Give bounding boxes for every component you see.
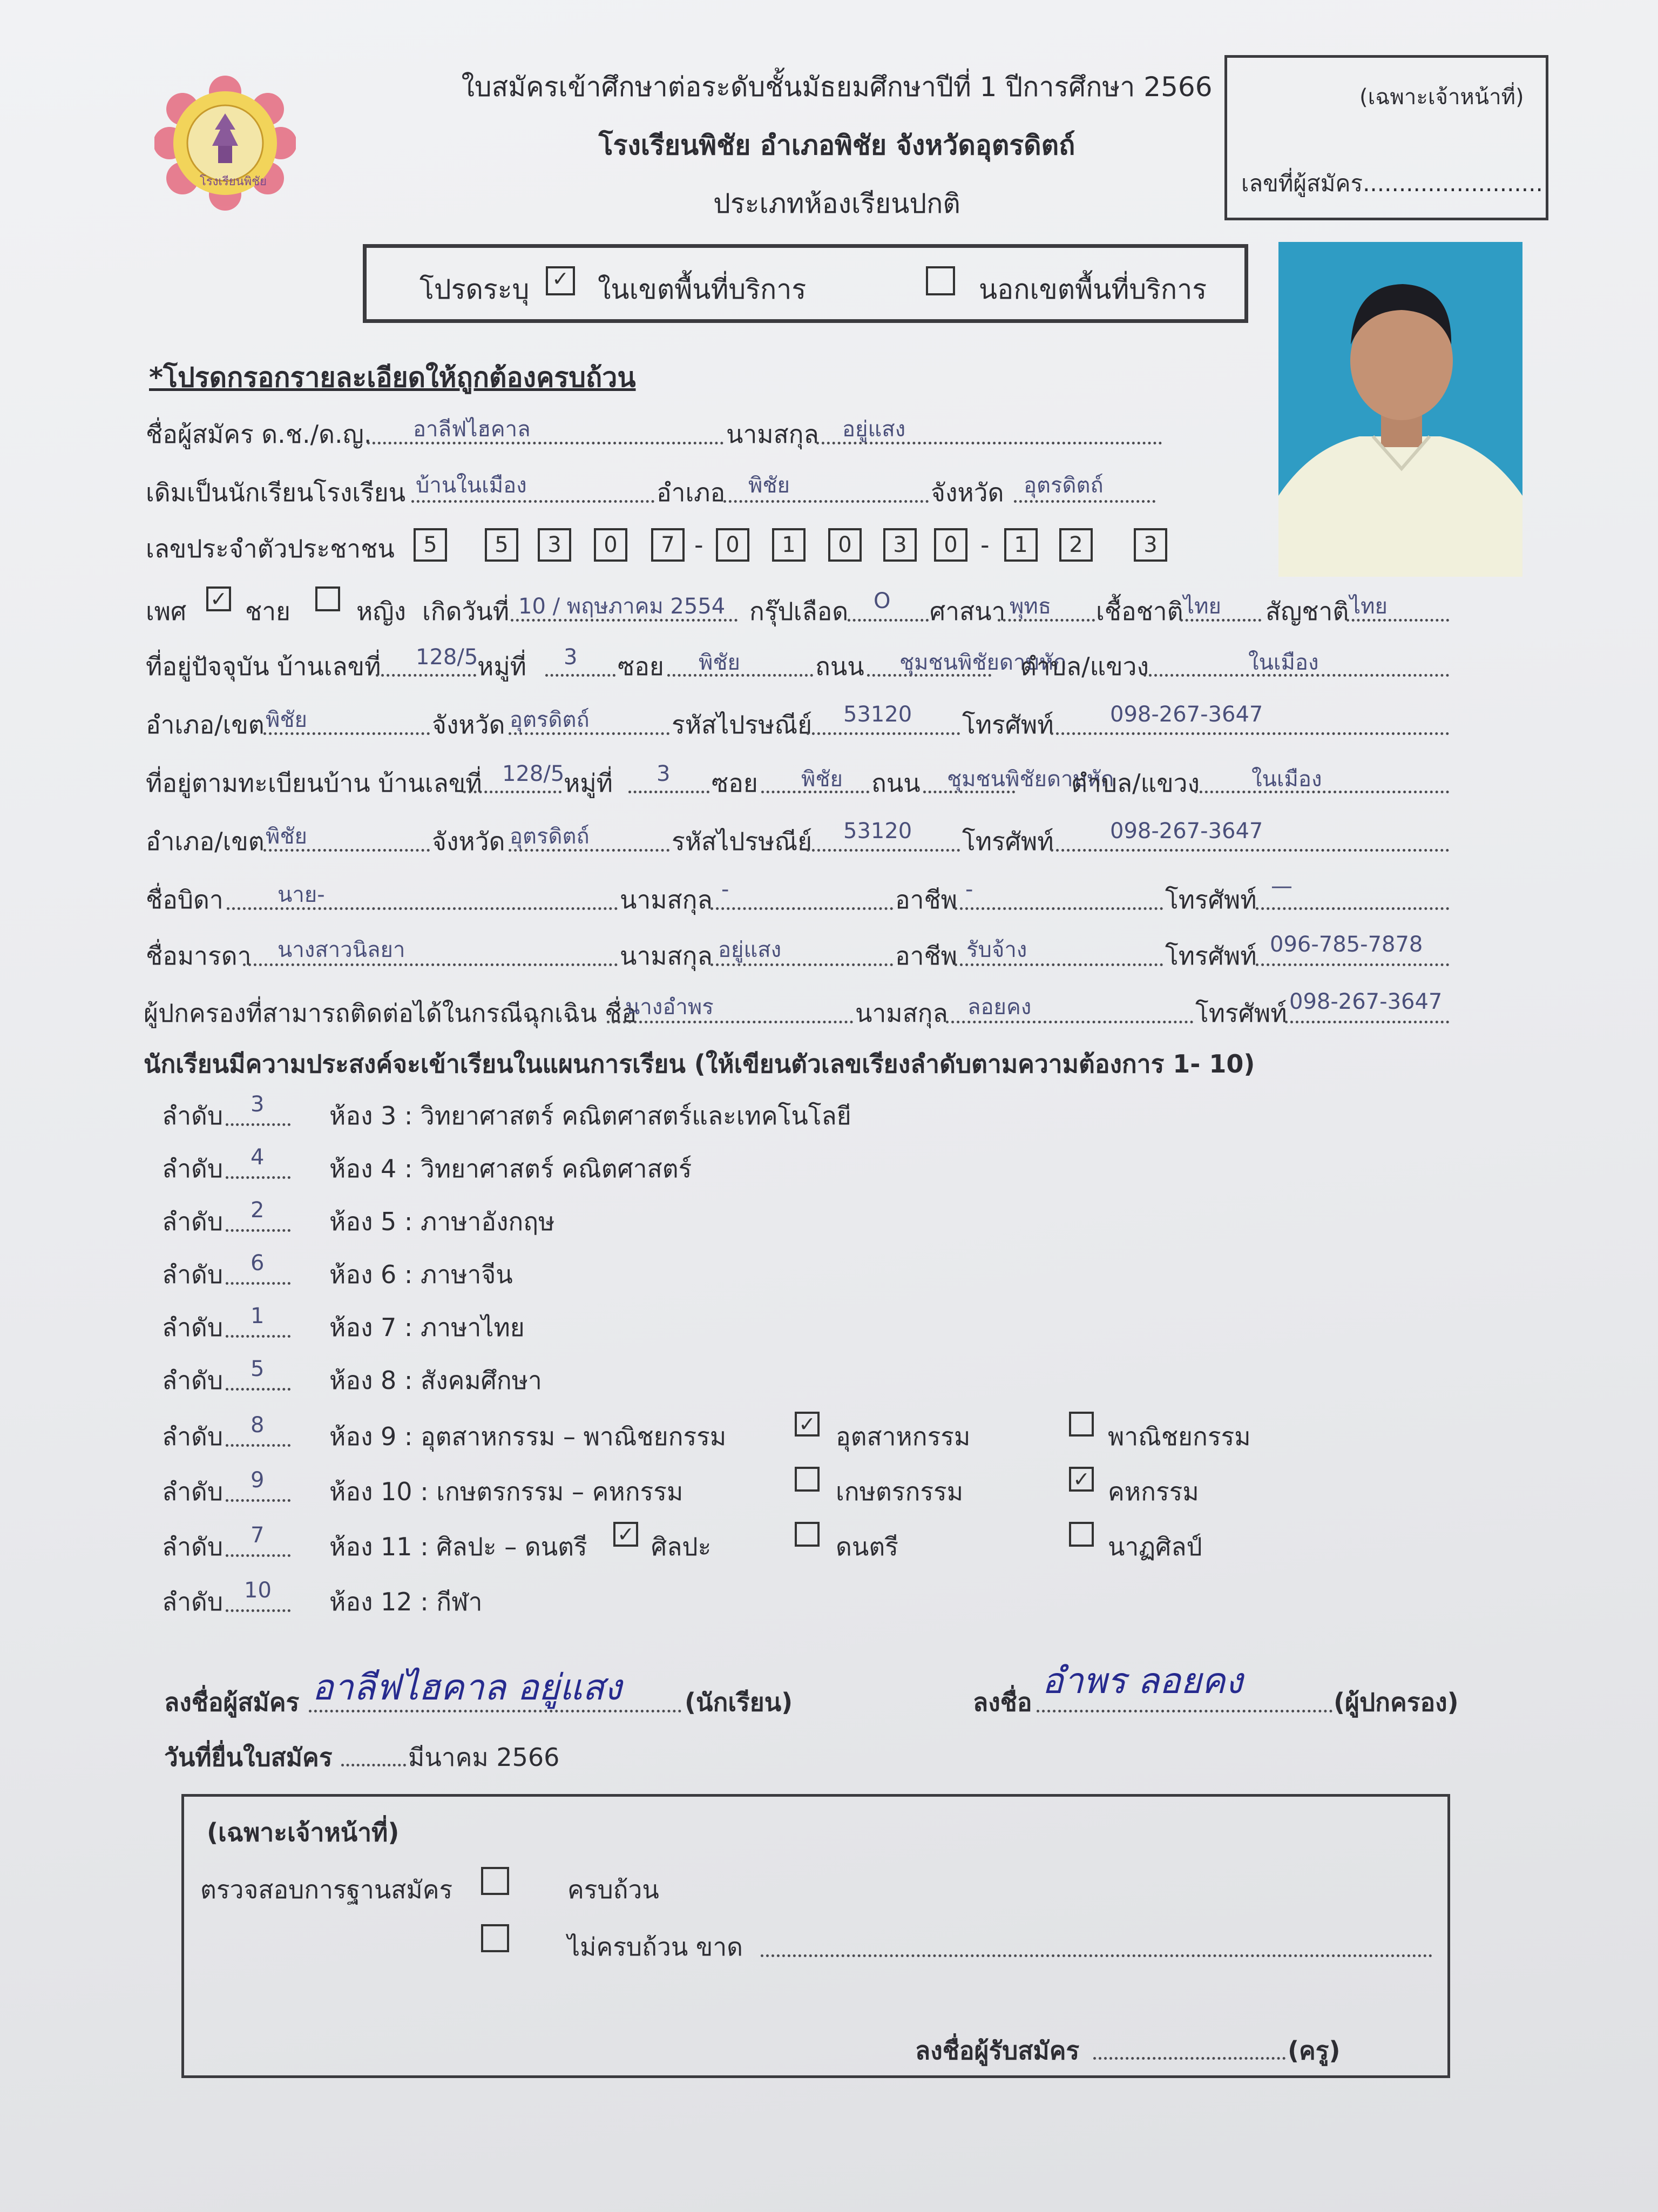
- registered-moo-label: หมู่ที่: [564, 768, 613, 798]
- id-digit[interactable]: 3: [883, 528, 917, 562]
- mother-job-value[interactable]: รับจ้าง: [966, 938, 1027, 962]
- room-label: ห้อง 9 : อุตสาหกรรม – พาณิชยกรรม: [329, 1422, 727, 1451]
- id-digit[interactable]: 5: [414, 528, 447, 562]
- form-title: ใบสมัครเข้าศึกษาต่อระดับชั้นมัธยมศึกษาปีที่ 1 ปีการศึกษา 2566: [461, 71, 1213, 103]
- rank-label: ลำดับ: [162, 1477, 224, 1506]
- id-digit[interactable]: 0: [594, 528, 627, 562]
- race-value[interactable]: ไทย: [1183, 594, 1221, 619]
- current-road-label: ถนน: [815, 652, 864, 681]
- current-soi-label: ซอย: [618, 652, 664, 681]
- current-province-label: จังหวัด: [432, 710, 505, 739]
- rank-value[interactable]: 7: [251, 1523, 265, 1548]
- guardian-role-label: (ผู้ปกครอง): [1334, 1688, 1459, 1717]
- father-job-label: อาชีพ: [895, 885, 957, 914]
- applicant-number-field[interactable]: เลขที่ผู้สมัคร.........................: [1241, 170, 1543, 197]
- surname-label: นามสกุล: [726, 420, 819, 449]
- rank-value[interactable]: 6: [251, 1251, 265, 1276]
- sex-label: เพศ: [146, 597, 187, 626]
- mother-job-label: อาชีพ: [895, 941, 957, 970]
- logo-text: โรงเรียนพิชัย: [200, 175, 267, 188]
- registered-road-value[interactable]: ชุมชนพิชัยดาบหัก: [947, 767, 1114, 792]
- registered-address-label: ที่อยู่ตามทะเบียนบ้าน บ้านเลขที่: [146, 768, 482, 798]
- prev-province-label: จังหวัด: [931, 478, 1004, 507]
- industry-checkbox[interactable]: ✓: [795, 1412, 820, 1437]
- guardian-surname-value[interactable]: ลอยคง: [967, 995, 1032, 1020]
- room-label: ห้อง 12 : กีฬา: [329, 1587, 483, 1616]
- commerce-checkbox[interactable]: [1069, 1412, 1094, 1437]
- officer-title: (เฉพาะเจ้าหน้าที่): [207, 1818, 400, 1847]
- home-economics-label: คหกรรม: [1108, 1477, 1199, 1506]
- applicant-signature[interactable]: อาลีฟไฮคาล อยู่แสง: [312, 1667, 622, 1708]
- prev-school-value[interactable]: บ้านในเมือง: [416, 473, 527, 498]
- applicant-photo: [1278, 242, 1522, 577]
- registered-province-value[interactable]: อุตรดิตถ์: [510, 824, 590, 849]
- rank-line: [226, 1444, 290, 1447]
- father-job-value[interactable]: -: [965, 877, 973, 902]
- guardian-phone-line: [1285, 1021, 1449, 1023]
- registered-soi-value[interactable]: พิชัย: [801, 767, 843, 792]
- current-house-value[interactable]: 128/5: [416, 645, 478, 670]
- registered-subdistrict-value[interactable]: ในเมือง: [1251, 767, 1322, 792]
- rank-line: [226, 1609, 290, 1612]
- id-digit[interactable]: 1: [1004, 528, 1038, 562]
- art-checkbox[interactable]: ✓: [613, 1522, 638, 1547]
- art-label: ศิลปะ: [651, 1532, 712, 1561]
- incomplete-detail-line: [761, 1954, 1432, 1957]
- father-phone-label: โทรศัพท์: [1165, 885, 1257, 914]
- registered-soi-label: ซอย: [712, 768, 758, 798]
- rank-label: ลำดับ: [162, 1313, 224, 1342]
- room-label: ห้อง 7 : ภาษาไทย: [329, 1313, 525, 1342]
- id-digit[interactable]: 3: [538, 528, 571, 562]
- incomplete-label: ไม่ครบถ้วน ขาด: [567, 1932, 743, 1961]
- dance-label: นาฏศิลป์: [1108, 1532, 1202, 1561]
- instruction-text: *โปรดกรอกรายละเอียดให้ถูกต้องครบถ้วน: [149, 362, 636, 393]
- classroom-type: ประเภทห้องเรียนปกติ: [713, 188, 960, 219]
- room-label: ห้อง 5 : ภาษาอังกฤษ: [329, 1207, 555, 1236]
- current-phone-line: [1051, 732, 1449, 735]
- out-area-checkbox[interactable]: [926, 266, 955, 295]
- rank-line: [226, 1388, 290, 1391]
- officer-number-box: [1224, 55, 1548, 220]
- father-phone-value[interactable]: —: [1271, 874, 1292, 899]
- current-zip-value[interactable]: 53120: [843, 702, 912, 727]
- current-subdistrict-value[interactable]: ในเมือง: [1248, 650, 1319, 675]
- father-surname-value[interactable]: -: [721, 877, 729, 902]
- guardian-name-value[interactable]: นางอำพร: [625, 995, 714, 1020]
- race-label: เชื้อชาติ: [1096, 597, 1183, 626]
- registered-road-label: ถนน: [871, 768, 921, 798]
- rank-value[interactable]: 8: [251, 1413, 265, 1438]
- incomplete-checkbox[interactable]: [481, 1924, 509, 1952]
- birth-label: เกิดวันที่: [422, 597, 510, 626]
- father-surname-label: นามสกุล: [620, 885, 713, 914]
- registered-district-value[interactable]: พิชัย: [266, 824, 307, 849]
- id-dash: -: [694, 530, 703, 559]
- id-digit[interactable]: 0: [934, 528, 967, 562]
- id-digit[interactable]: 2: [1059, 528, 1093, 562]
- guardian-signature-line: [1037, 1710, 1332, 1712]
- guardian-phone-label: โทรศัพท์: [1195, 999, 1287, 1028]
- room-label: ห้อง 6 : ภาษาจีน: [329, 1260, 513, 1289]
- mother-phone-value[interactable]: 096-785-7878: [1270, 932, 1423, 957]
- prev-province-value[interactable]: อุตรดิตถ์: [1024, 473, 1104, 498]
- current-zip-line: [807, 732, 960, 735]
- area-label: โปรดระบุ: [419, 274, 530, 305]
- registered-phone-line: [1051, 849, 1449, 852]
- room-label: ห้อง 8 : สังคมศึกษา: [329, 1366, 542, 1395]
- nationality-label: สัญชาติ: [1266, 597, 1349, 626]
- mother-phone-line: [1256, 963, 1449, 966]
- id-dash: -: [980, 530, 990, 559]
- mother-phone-label: โทรศัพท์: [1165, 941, 1257, 970]
- guardian-signature[interactable]: อำพร ลอยคง: [1042, 1660, 1243, 1702]
- rank-label: ลำดับ: [162, 1101, 224, 1130]
- registered-zip-label: รหัสไปรษณีย์: [672, 827, 813, 856]
- teacher-label: (ครู): [1288, 2036, 1341, 2065]
- rank-line: [226, 1499, 290, 1502]
- current-moo-value[interactable]: 3: [564, 645, 578, 670]
- rank-label: ลำดับ: [162, 1587, 224, 1616]
- current-district-value[interactable]: พิชัย: [266, 707, 307, 732]
- father-name-value[interactable]: นาย-: [278, 882, 325, 907]
- prev-district-value[interactable]: พิชัย: [748, 473, 790, 498]
- rank-label: ลำดับ: [162, 1366, 224, 1395]
- male-label: ชาย: [245, 597, 291, 626]
- blood-label: กรุ๊ปเลือด: [749, 597, 849, 626]
- rank-value[interactable]: 5: [251, 1357, 265, 1381]
- rank-label: ลำดับ: [162, 1422, 224, 1451]
- registered-moo-value[interactable]: 3: [657, 761, 671, 786]
- officer-check-label: ตรวจสอบการฐานสมัคร: [200, 1875, 453, 1904]
- guardian-label: ผู้ปกครองที่สามารถติดต่อได้ในกรณีฉุกเฉิน ชื่อ: [144, 999, 637, 1028]
- registered-moo-line: [628, 791, 709, 793]
- registered-province-label: จังหวัด: [432, 827, 505, 856]
- current-district-label: อำเภอ/เขต: [146, 710, 265, 739]
- in-area-checkbox[interactable]: ✓: [546, 266, 575, 295]
- guardian-signature-label: ลงชื่อ: [973, 1688, 1032, 1717]
- dance-checkbox[interactable]: [1069, 1522, 1094, 1547]
- current-phone-label: โทรศัพท์: [962, 710, 1054, 739]
- officer-section: [181, 1794, 1450, 2078]
- applicant-signature-label: ลงชื่อผู้สมัคร: [164, 1688, 300, 1717]
- id-label: เลขประจำตัวประชาชน: [146, 534, 395, 563]
- complete-label: ครบถ้วน: [567, 1875, 659, 1904]
- id-digit[interactable]: 0: [828, 528, 862, 562]
- father-job-line: [955, 907, 1163, 910]
- current-province-value[interactable]: อุตรดิตถ์: [510, 707, 590, 732]
- religion-label: ศาสนา: [930, 597, 1006, 626]
- rank-line: [226, 1123, 290, 1126]
- female-checkbox[interactable]: [315, 586, 340, 611]
- date-value[interactable]: มีนาคม 2566: [408, 1743, 560, 1772]
- id-digit[interactable]: 0: [716, 528, 749, 562]
- rank-label: ลำดับ: [162, 1260, 224, 1289]
- current-subdistrict-label: ตำบล/แขวง: [1020, 652, 1149, 681]
- rank-line: [226, 1229, 290, 1232]
- rank-line: [226, 1176, 290, 1179]
- mother-label: ชื่อมารดา: [146, 941, 252, 970]
- room-label: ห้อง 4 : วิทยาศาสตร์ คณิตศาสตร์: [329, 1154, 692, 1183]
- registered-zip-line: [807, 849, 960, 852]
- plans-heading: นักเรียนมีความประสงค์จะเข้าเรียนในแผนการเรียน (ให้เขียนตัวเลขเรียงลำดับตามความต้องการ 1- 10): [144, 1049, 1255, 1078]
- prev-school-label: เดิมเป็นนักเรียนโรงเรียน: [146, 478, 406, 507]
- rank-line: [226, 1554, 290, 1557]
- rank-label: ลำดับ: [162, 1532, 224, 1561]
- receiver-label: ลงชื่อผู้รับสมัคร: [915, 2036, 1080, 2065]
- out-area-label: นอกเขตพื้นที่บริการ: [979, 274, 1207, 305]
- music-checkbox[interactable]: [795, 1522, 820, 1547]
- school-logo: [154, 76, 296, 211]
- father-surname-line: [710, 907, 893, 910]
- agriculture-checkbox[interactable]: [795, 1467, 820, 1492]
- current-road-value[interactable]: ชุมชนพิชัยดาบหัก: [899, 650, 1067, 675]
- registered-house-value[interactable]: 128/5: [502, 761, 565, 786]
- rank-value[interactable]: 10: [244, 1578, 272, 1603]
- current-soi-value[interactable]: พิชัย: [699, 650, 740, 675]
- student-label: (นักเรียน): [685, 1688, 793, 1717]
- rank-value[interactable]: 4: [251, 1145, 265, 1170]
- current-address-label: ที่อยู่ปัจจุบัน บ้านเลขที่: [146, 652, 381, 681]
- date-line: [341, 1764, 406, 1766]
- id-digit[interactable]: 7: [651, 528, 685, 562]
- mother-surname-label: นามสกุล: [620, 941, 713, 970]
- registered-phone-label: โทรศัพท์: [962, 827, 1054, 856]
- rank-label: ลำดับ: [162, 1207, 224, 1236]
- officer-only-label: (เฉพาะเจ้าหน้าที่): [1359, 85, 1524, 110]
- receiver-line: [1093, 2057, 1285, 2060]
- mother-surname-value[interactable]: อยู่แสง: [718, 938, 782, 962]
- commerce-label: พาณิชยกรรม: [1108, 1422, 1251, 1451]
- guardian-phone-value[interactable]: 098-267-3647: [1289, 989, 1443, 1014]
- registered-zip-value[interactable]: 53120: [843, 819, 912, 844]
- room-label: ห้อง 10 : เกษตรกรรม – คหกรรม: [329, 1477, 683, 1506]
- current-zip-label: รหัสไปรษณีย์: [672, 710, 813, 739]
- industry-label: อุตสาหกรรม: [836, 1422, 971, 1451]
- blood-value[interactable]: O: [874, 589, 891, 613]
- female-label: หญิง: [356, 597, 406, 626]
- id-digit[interactable]: 3: [1134, 528, 1167, 562]
- mother-name-value[interactable]: นางสาวนิลยา: [278, 938, 405, 962]
- birth-value[interactable]: 10 / พฤษภาคม 2554: [518, 594, 726, 619]
- prev-district-label: อำเภอ: [657, 478, 726, 507]
- religion-value[interactable]: พุทธ: [1010, 594, 1052, 619]
- agriculture-label: เกษตรกรรม: [836, 1477, 964, 1506]
- rank-value[interactable]: 1: [251, 1304, 265, 1328]
- current-phone-value[interactable]: 098-267-3647: [1110, 702, 1263, 727]
- rank-value[interactable]: 9: [251, 1468, 265, 1493]
- blood-line: [848, 619, 929, 622]
- male-checkbox[interactable]: ✓: [206, 586, 231, 611]
- name-label: ชื่อผู้สมัคร ด.ช./ด.ญ.: [146, 420, 372, 449]
- in-area-label: ในเขตพื้นที่บริการ: [598, 274, 807, 305]
- room-label: ห้อง 3 : วิทยาศาสตร์ คณิตศาสตร์และเทคโนโลยี: [329, 1101, 851, 1130]
- id-digit[interactable]: 1: [772, 528, 806, 562]
- home-economics-checkbox[interactable]: ✓: [1069, 1467, 1094, 1492]
- surname-value[interactable]: อยู่แสง: [842, 417, 906, 442]
- id-digit[interactable]: 5: [485, 528, 518, 562]
- current-moo-line: [545, 674, 615, 677]
- current-soi-line: [667, 674, 813, 677]
- guardian-surname-label: นามสกุล: [855, 999, 948, 1028]
- rank-value[interactable]: 3: [251, 1092, 265, 1117]
- school-name: โรงเรียนพิชัย อำเภอพิชัย จังหวัดอุตรดิตถ์: [598, 130, 1075, 161]
- first-name-value[interactable]: อาลีฟไฮคาล: [413, 417, 531, 442]
- registered-subdistrict-label: ตำบล/แขวง: [1071, 768, 1200, 798]
- registered-phone-value[interactable]: 098-267-3647: [1110, 819, 1263, 844]
- rank-line: [226, 1282, 290, 1285]
- current-moo-label: หมู่ที่: [477, 652, 526, 681]
- nationality-value[interactable]: ไทย: [1350, 594, 1388, 619]
- music-label: ดนตรี: [836, 1532, 898, 1561]
- room-label: ห้อง 11 : ศิลปะ – ดนตรี: [329, 1532, 587, 1561]
- complete-checkbox[interactable]: [481, 1867, 509, 1895]
- father-label: ชื่อบิดา: [146, 885, 224, 914]
- rank-value[interactable]: 2: [251, 1198, 265, 1223]
- registered-house-line: [463, 791, 561, 793]
- date-label: วันที่ยื่นใบสมัคร: [164, 1743, 333, 1772]
- current-house-line: [376, 674, 476, 677]
- father-phone-line: [1256, 907, 1449, 910]
- rank-line: [226, 1335, 290, 1338]
- registered-district-label: อำเภอ/เขต: [146, 827, 265, 856]
- rank-label: ลำดับ: [162, 1154, 224, 1183]
- service-area-box: [363, 244, 1248, 323]
